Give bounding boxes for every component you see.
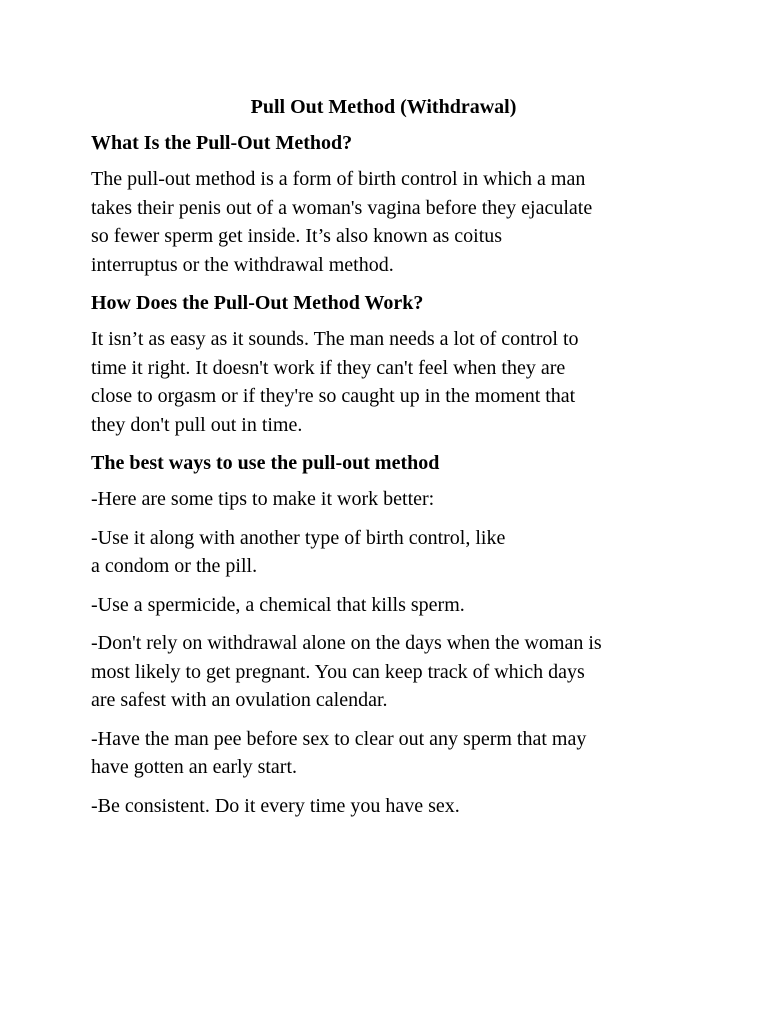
text-line: -Be consistent. Do it every time you have sex. bbox=[91, 794, 460, 817]
tip-paragraph-birth-control bbox=[91, 524, 668, 581]
text-line: they don't pull out in time. bbox=[91, 413, 303, 436]
text-line: -Use it along with another type of birth control, like bbox=[91, 526, 506, 549]
tip-paragraph-pee bbox=[91, 725, 668, 782]
tip-paragraph-consistent bbox=[91, 792, 668, 821]
paragraph-how-does bbox=[91, 325, 668, 439]
text-line: -Have the man pee before sex to clear out any sperm that may bbox=[91, 727, 587, 750]
text-line: have gotten an early start. bbox=[91, 756, 298, 778]
text-line: -Use a spermicide, a chemical that kills sperm. bbox=[91, 593, 465, 616]
text-line: so fewer sperm get inside. It’s also known as coitus bbox=[91, 225, 503, 247]
document-title: Pull Out Method (Withdrawal) bbox=[250, 96, 517, 118]
text-line: The pull-out method is a form of birth control in which a man bbox=[91, 168, 586, 190]
text-line: most likely to get pregnant. You can keep track of which days bbox=[91, 660, 585, 683]
text-line: takes their penis out of a woman's vagina before they ejaculate bbox=[91, 196, 593, 219]
tip-paragraph-spermicide bbox=[91, 591, 668, 620]
text-line: -Don't rely on withdrawal alone on the days when the woman is bbox=[91, 632, 602, 654]
section-heading-best-ways: The best ways to use the pull-out method bbox=[91, 452, 440, 474]
text-line: a condom or the pill. bbox=[91, 555, 258, 577]
text-line: are safest with an ovulation calendar. bbox=[91, 689, 388, 711]
text-line: -Here are some tips to make it work better: bbox=[91, 488, 435, 510]
section-heading-how-does: How Does the Pull-Out Method Work? bbox=[91, 292, 424, 314]
paragraph-what-is bbox=[91, 165, 668, 279]
text-line: interruptus or the withdrawal method. bbox=[91, 253, 394, 276]
tip-paragraph-ovulation bbox=[91, 629, 668, 715]
text-line: time it right. It doesn't work if they can't feel when they are bbox=[91, 356, 566, 379]
tip-paragraph-intro bbox=[91, 485, 668, 514]
text-line: close to orgasm or if they're so caught up in the moment that bbox=[91, 385, 576, 407]
text-line: It isn’t as easy as it sounds. The man needs a lot of control to bbox=[91, 328, 579, 350]
section-heading-what-is: What Is the Pull-Out Method? bbox=[91, 132, 353, 154]
